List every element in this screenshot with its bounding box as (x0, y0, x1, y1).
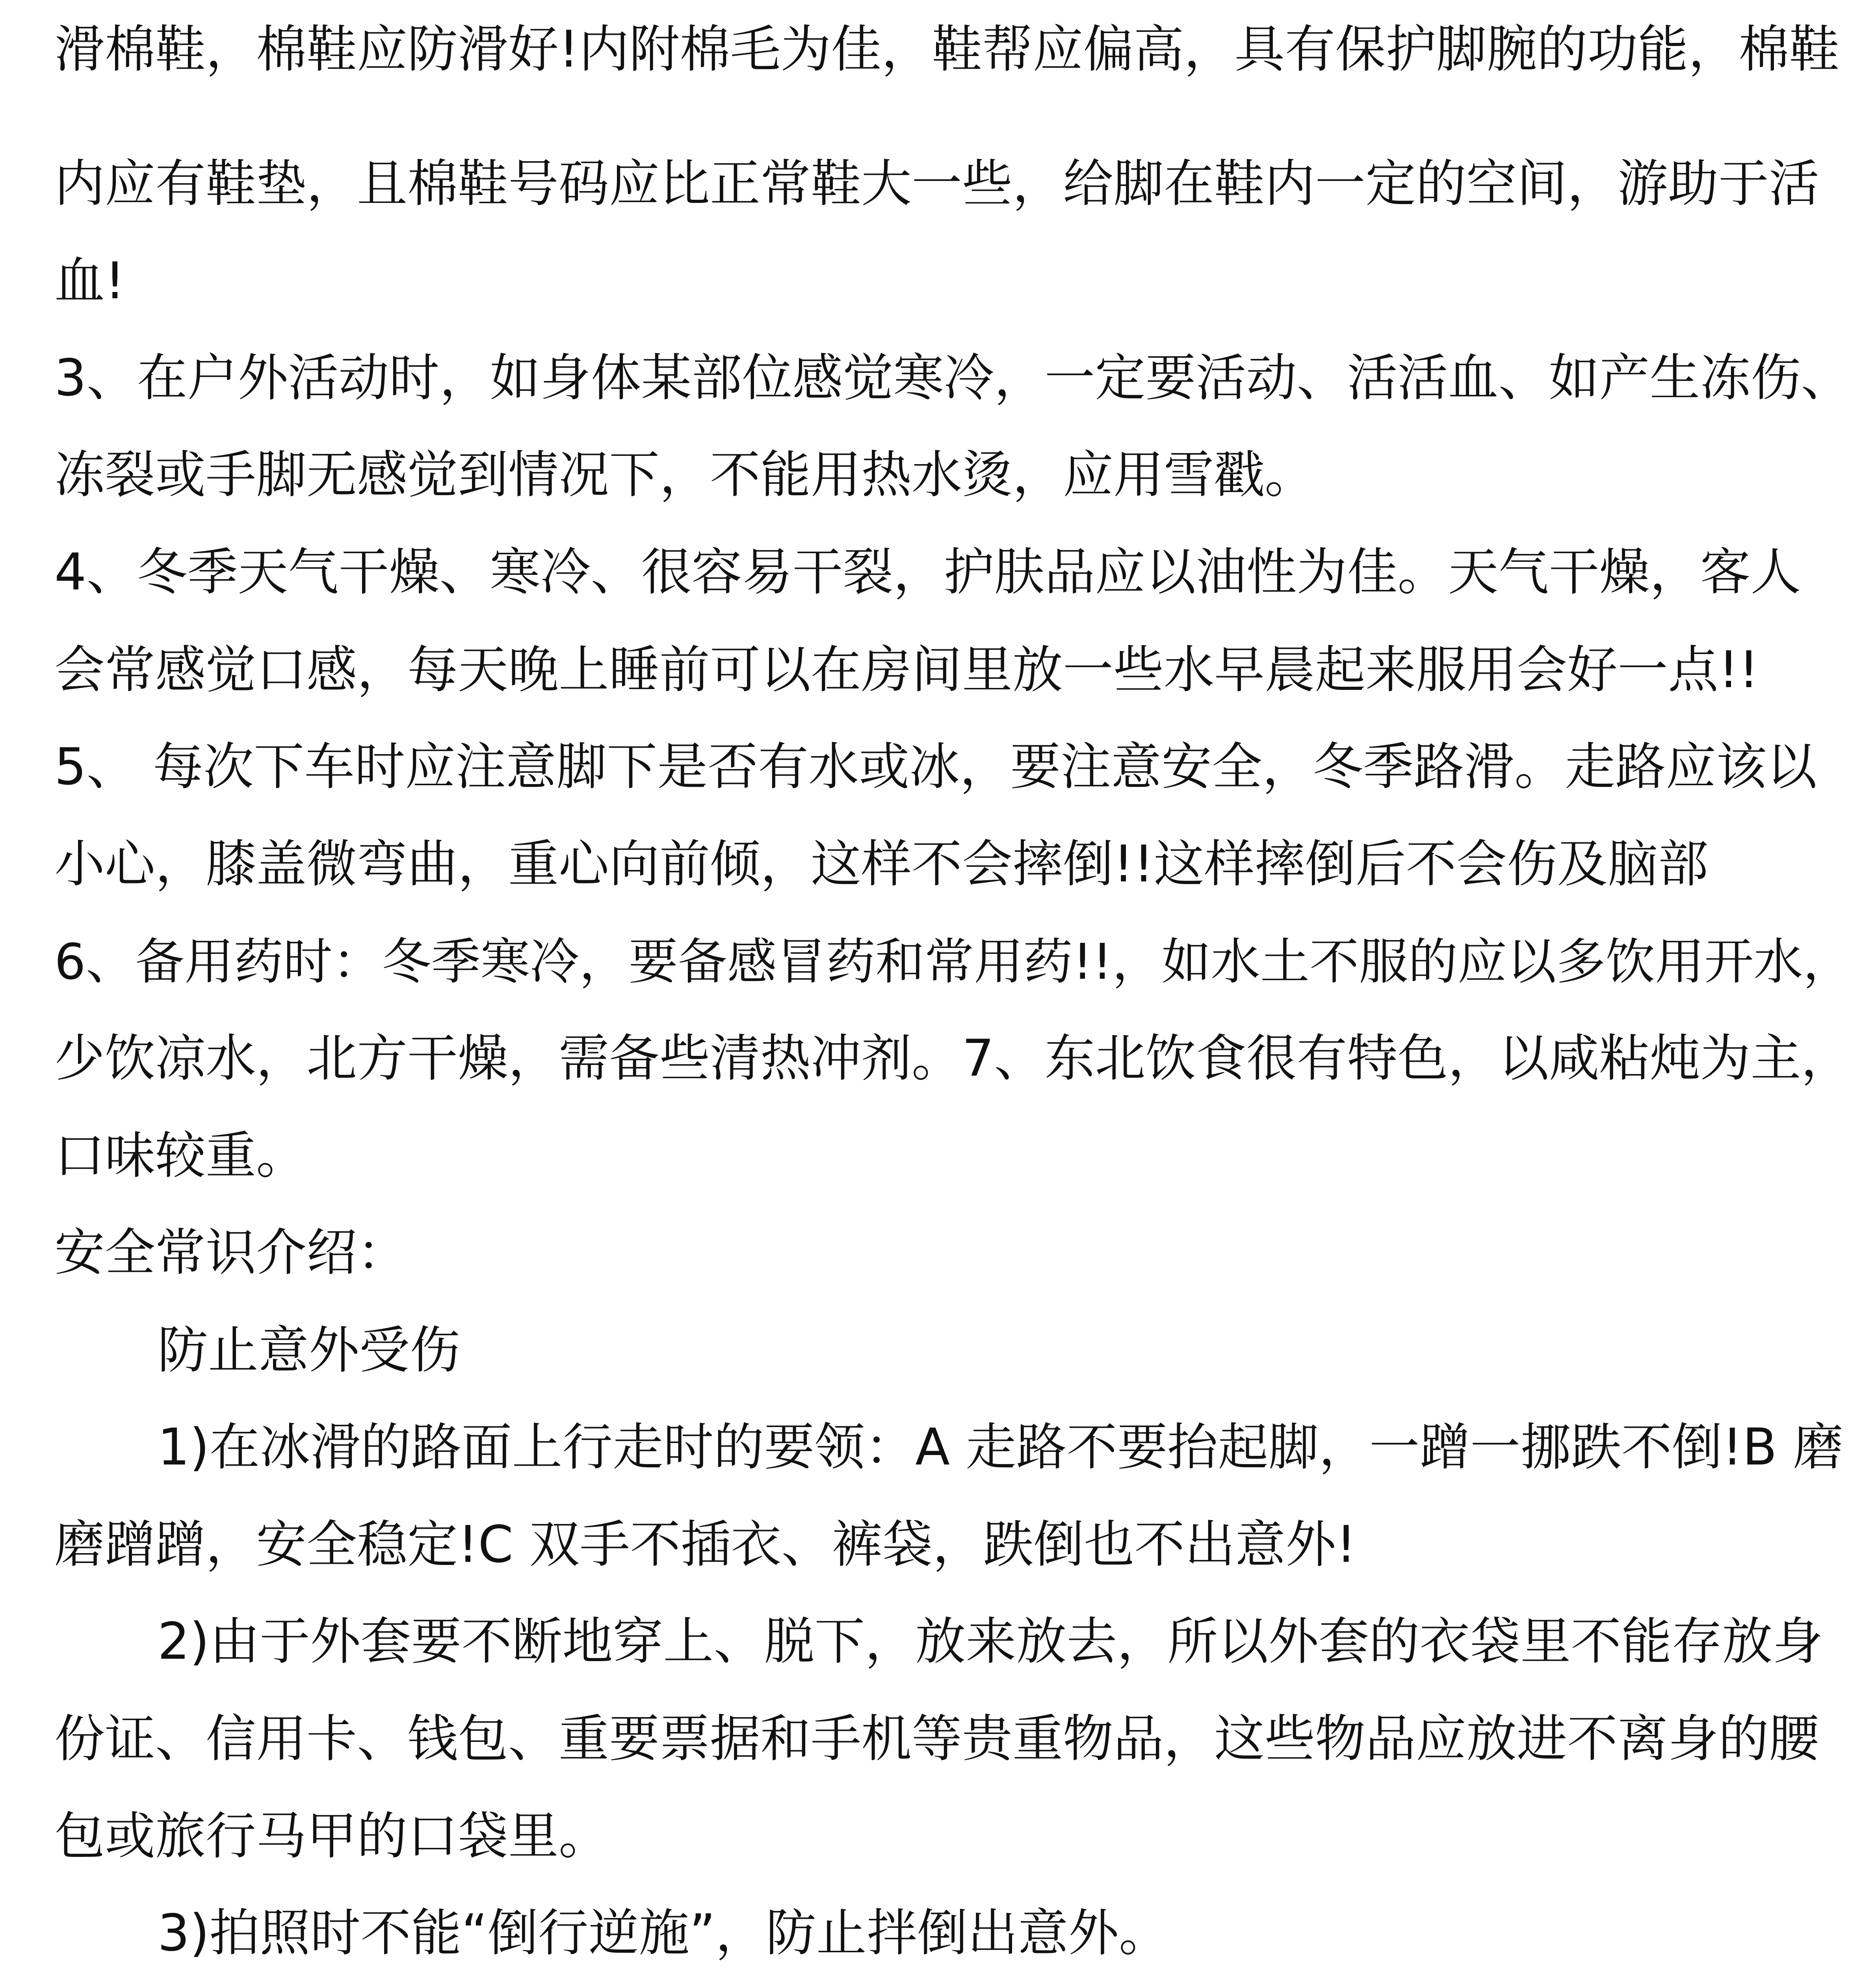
text-line: 包或旅行马甲的口袋里。 (54, 1807, 609, 1866)
text-line: 小心，膝盖微弯曲，重心向前倾，这样不会摔倒!!这样摔倒后不会伤及脑部 (54, 835, 1709, 894)
text-line: 磨蹭蹭，安全稳定!C 双手不插衣、裤袋，跌倒也不出意外! (54, 1515, 1356, 1574)
text-line: 6、备用药时：冬季寒冷，要备感冒药和常用药!!，如水土不服的应以多饮用开水， (54, 933, 1852, 991)
text-line: 少饮凉水，北方干燥，需备些清热冲剂。7、东北饮食很有特色，以咸粘炖为主， (54, 1029, 1852, 1088)
text-line: 会常感觉口感，每天晚上睡前可以在房间里放一些水早晨起来服用会好一点!! (54, 641, 1759, 699)
text-line: 冻裂或手脚无感觉到情况下，不能用热水烫，应用雪戳。 (54, 446, 1315, 504)
text-line: 滑棉鞋，棉鞋应防滑好!内附棉毛为佳，鞋帮应偏高，具有保护脚腕的功能，棉鞋 (54, 20, 1840, 79)
text-line: 5、 每次下车时应注意脚下是否有水或冰，要注意安全，冬季路滑。走路应该以 (54, 738, 1817, 796)
subsection-heading: 防止意外受伤 (158, 1321, 461, 1380)
text-line: 血! (54, 252, 125, 310)
text-line: 4、冬季天气干燥、寒冷、很容易干裂，护肤品应以油性为佳。天气干燥，客人 (54, 543, 1801, 602)
text-line: 内应有鞋垫，且棉鞋号码应比正常鞋大一些，给脚在鞋内一定的空间，游助于活 (54, 154, 1820, 213)
text-line: 2)由于外套要不断地穿上、脱下，放来放去，所以外套的衣袋里不能存放身 (158, 1612, 1823, 1671)
text-line: 1)在冰滑的路面上行走时的要领：A 走路不要抬起脚，一蹭一挪跌不倒!B 磨 (158, 1418, 1844, 1477)
document-page (54, 0, 1852, 1970)
text-line: 口味较重。 (54, 1126, 307, 1185)
text-line: 3、在户外活动时，如身体某部位感觉寒冷，一定要活动、活活血、如产生冻伤、 (54, 349, 1852, 407)
text-line: 3)拍照时不能“倒行逆施”，防止拌倒出意外。 (158, 1904, 1170, 1963)
section-heading: 安全常识介绍： (54, 1223, 408, 1282)
text-line: 份证、信用卡、钱包、重要票据和手机等贵重物品，这些物品应放进不离身的腰 (54, 1710, 1820, 1768)
